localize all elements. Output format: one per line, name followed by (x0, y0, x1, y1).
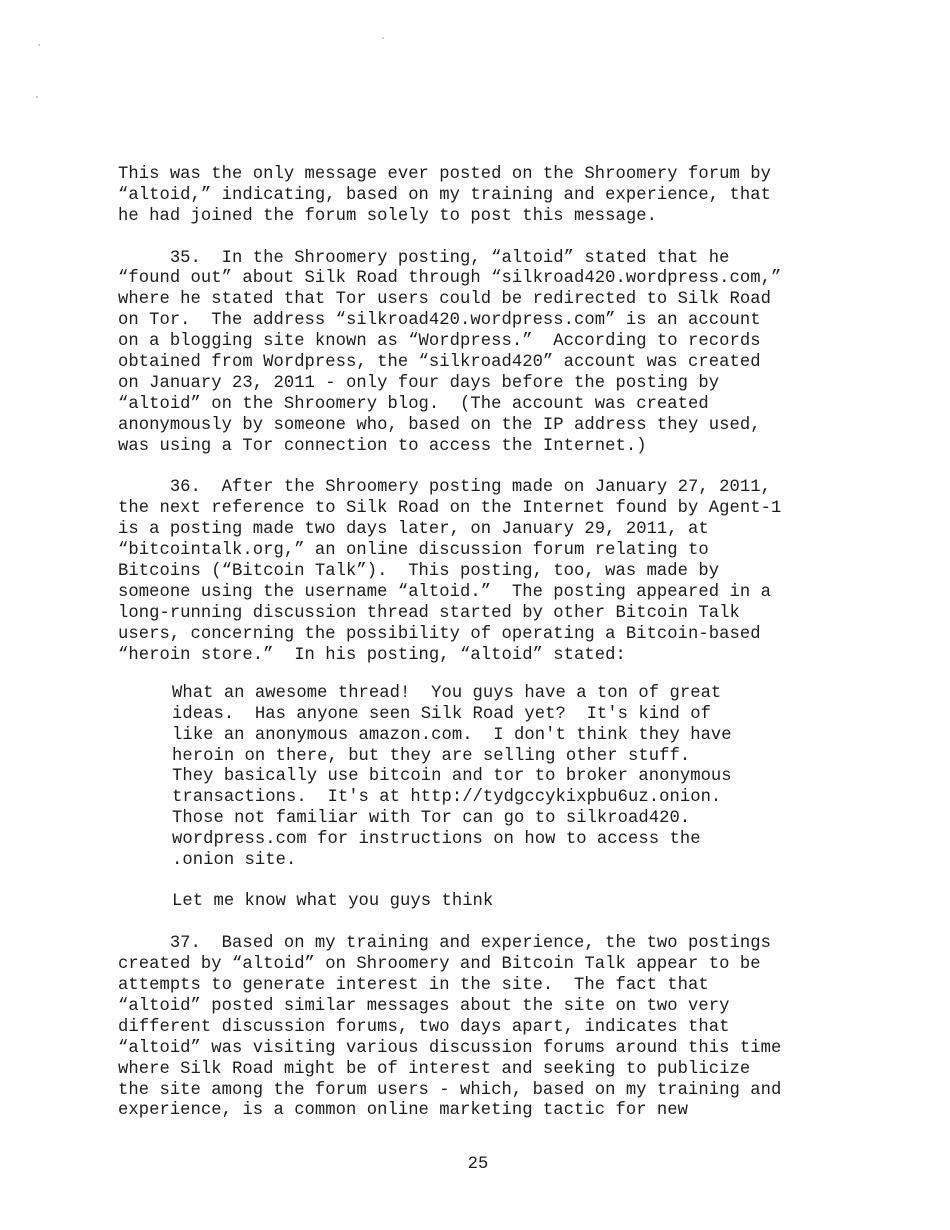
quote-line: transactions. It's at http://tydgccykixpbu6uz.onion. (172, 788, 722, 807)
quote-line: ideas. Has anyone seen Silk Road yet? It's kind of (172, 705, 711, 724)
quote-line: heroin on there, but they are selling other stuff. (172, 747, 691, 766)
body-text-line: attempts to generate interest in the site. The fact that (118, 976, 709, 995)
paragraph-37-line: 37. Based on my training and experience, the two postings (118, 934, 771, 953)
quote-line: wordpress.com for instructions on how to access the (172, 830, 701, 849)
body-text-line: was using a Tor connection to access the Internet.) (118, 437, 647, 456)
body-text-line: “altoid,” indicating, based on my training and experience, that (118, 186, 771, 205)
body-text-line: someone using the username “altoid.” The posting appeared in a (118, 583, 771, 602)
page-number: 25 (467, 1155, 489, 1174)
paragraph-35-line: 35. In the Shroomery posting, “altoid” stated that he (118, 249, 730, 268)
body-text-line: “bitcointalk.org,” an online discussion forum relating to (118, 541, 709, 560)
body-text-line: “altoid” was visiting various discussion forums around this time (118, 1039, 782, 1058)
body-text-line: different discussion forums, two days apart, indicates that (118, 1018, 730, 1037)
body-text-line: anonymously by someone who, based on the IP address they used, (118, 416, 761, 435)
scan-speck (38, 44, 40, 46)
quote-line: They basically use bitcoin and tor to broker anonymous (172, 767, 732, 786)
quote-line: What an awesome thread! You guys have a ton of great (172, 684, 722, 703)
body-text-line: is a posting made two days later, on January 29, 2011, at (118, 520, 709, 539)
body-text-line: the site among the forum users - which, based on my training and (118, 1081, 782, 1100)
body-text-line: long-running discussion thread started by other Bitcoin Talk (118, 604, 740, 623)
body-text-line: users, concerning the possibility of operating a Bitcoin-based (118, 625, 761, 644)
body-text-line: he had joined the forum solely to post this message. (118, 207, 657, 226)
body-text-line: experience, is a common online marketing tactic for new (118, 1101, 689, 1120)
body-text-line: on January 23, 2011 - only four days before the posting by (118, 374, 720, 393)
body-text-line: Bitcoins (“Bitcoin Talk”). This posting, too, was made by (118, 562, 720, 581)
quote-line: like an anonymous amazon.com. I don't think they have (172, 726, 732, 745)
body-text-line: “heroin store.” In his posting, “altoid” stated: (118, 646, 626, 665)
body-text-line: “found out” about Silk Road through “silkroad420.wordpress.com,” (118, 269, 782, 288)
body-text-line: the next reference to Silk Road on the Internet found by Agent-1 (118, 499, 782, 518)
body-text-line: “altoid” on the Shroomery blog. (The account was created (118, 395, 709, 414)
quote-line: Those not familiar with Tor can go to silkroad420. (172, 809, 691, 828)
paragraph-36-line: 36. After the Shroomery posting made on January 27, 2011, (118, 478, 771, 497)
body-text-line: This was the only message ever posted on the Shroomery forum by (118, 165, 771, 184)
scan-speck (382, 37, 384, 39)
body-text-line: obtained from Wordpress, the “silkroad420” account was created (118, 353, 761, 372)
body-text-line: on Tor. The address “silkroad420.wordpress.com” is an account (118, 311, 761, 330)
body-text-line: created by “altoid” on Shroomery and Bitcoin Talk appear to be (118, 955, 761, 974)
quote-line: Let me know what you guys think (172, 892, 494, 911)
body-text-line: where he stated that Tor users could be redirected to Silk Road (118, 290, 771, 309)
body-text-line: where Silk Road might be of interest and seeking to publicize (118, 1060, 751, 1079)
body-text-line: on a blogging site known as “Wordpress.” According to records (118, 332, 761, 351)
scan-speck (36, 96, 38, 98)
quote-line: .onion site. (172, 851, 297, 870)
body-text-line: “altoid” posted similar messages about the site on two very (118, 997, 730, 1016)
